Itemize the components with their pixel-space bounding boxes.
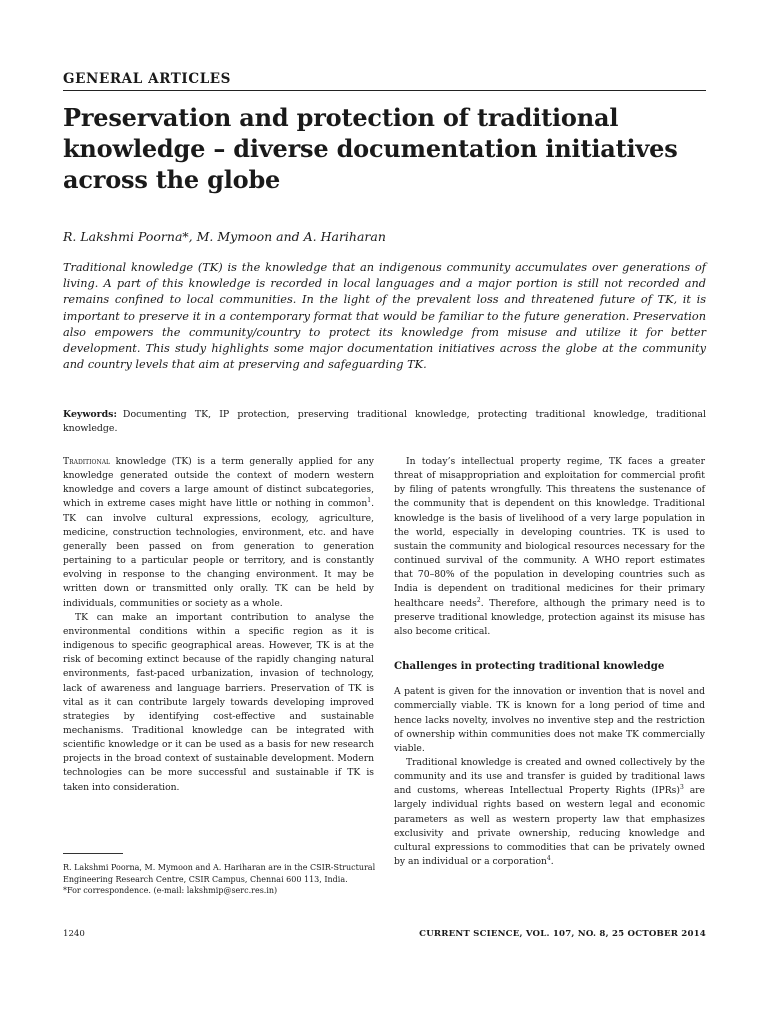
citation-1[interactable]: 1 — [367, 497, 372, 505]
article-title: Preservation and protection of traditional knowledge – diverse documentation initiatives across the globe — [63, 103, 678, 194]
paragraph-text: . TK can involve cultural expressions, ecology, agriculture, medicine, construction technologies, environment, etc. and have generally been passed on from generation to generation pertaining to a particular people or territory, and is constantly evolving in response to the changing environment. It may be written down or transmitted only orally. TK can be held by individuals, communities or society as a whole. — [63, 498, 374, 609]
abstract: Traditional knowledge (TK) is the knowledge that an indigenous community accumulates over generations of living. A part of this knowledge is recorded in local languages and a major portion is still not recorded and remains confined to local communities. In the light of the prevalent loss and threatened future of TK, it is important to preserve it in a contemporary format that would be familiar to the future generation. Preservation also empowers the community/country to protect its knowledge from misuse and utilize it for better development. This study highlights some major documentation initiatives across the globe at the community and country levels that aim at preserving and safeguarding TK. — [63, 261, 706, 372]
citation-2[interactable]: 2 — [476, 596, 481, 604]
left-column — [63, 455, 374, 795]
paragraph — [394, 455, 705, 639]
paragraph-text: Traditional knowledge is created and owned collectively by the community and its use and transfer is guided by traditional laws and customs, whereas Intellectual Property Rights (IPRs) — [394, 756, 705, 797]
page-number: 1240 — [63, 929, 85, 939]
lead-word: Traditional — [63, 456, 111, 467]
keywords-label: Keywords: — [63, 409, 117, 420]
paragraph: TK can make an important contribution to analyse the environmental conditions within a specific region as it is indigenous to specific geographical areas. However, TK is at the risk of becoming extinct because of the rapidly changing natural environments, fast-paced urbanization, invasion of technology, lack of awareness and language barriers. Preservation of TK is vital as it can contribute largely towards developing improved strategies by identifying cost-effective and sustainable mechanisms. Traditional knowledge can be integrated with scientific knowledge or it can be used as a basis for new research projects in the broad context of sustainable development. Modern technologies can be more successful and sustainable if TK is taken into consideration. — [63, 611, 374, 793]
keywords — [63, 408, 706, 436]
paragraph-text: are largely individual rights based on western legal and economic parameters as well as western property law that emphasizes exclusivity and private ownership, reducing knowledge and cultural expressions to commodities that can be privately owned by an individual or a corporation — [394, 785, 705, 868]
footnotes — [63, 862, 378, 897]
paragraph-text: . — [550, 856, 554, 868]
paragraph-text: . Therefore, although the primary need is to preserve traditional knowledge, protection against its misuse has also become critical. — [394, 597, 705, 637]
paragraph-text: In today’s intellectual property regime, TK faces a greater threat of misappropriation and exploitation for commercial profit by filing of patents wrongfully. This threatens the sustenance of the community that is dependent on this knowledge. Traditional knowledge is the basis of livelihood of a very large population in the world, especially in developing countries. TK is used to sustain the community and biological resources necessary for the continued survival of the community. A WHO report estimates that 70–80% of the population in developing countries such as India is dependent on traditional medicines for their primary healthcare needs — [394, 456, 705, 609]
citation-4[interactable]: 4 — [546, 855, 551, 862]
citation-3[interactable]: 3 — [679, 784, 684, 792]
affiliation-note: R. Lakshmi Poorna, M. Mymoon and A. Hariharan are in the CSIR-Structural Engineering Research Centre, CSIR Campus, Chennai 600 113, India. — [63, 863, 376, 884]
journal-citation: CURRENT SCIENCE, VOL. 107, NO. 8, 25 OCTOBER 2014 — [419, 929, 706, 939]
correspondence-note[interactable]: *For correspondence. (e-mail: lakshmip@serc.res.in) — [63, 886, 278, 896]
header-rule — [63, 90, 706, 91]
paragraph-text: knowledge (TK) is a term generally applied for any knowledge generated outside the context of modern western knowledge and covers a large amount of distinct subcategories, which in extreme cases might have little or nothing in common — [63, 456, 374, 510]
section-heading: Challenges in protecting traditional knowledge — [394, 660, 665, 673]
right-column — [394, 455, 705, 869]
authors: R. Lakshmi Poorna*, M. Mymoon and A. Hariharan — [63, 229, 386, 244]
paragraph — [394, 756, 705, 869]
paragraph: A patent is given for the innovation or invention that is novel and commercially viable. TK is known for a long period of time and hence lacks novelty, involves no inventive step and the restriction of ownership within communities does not make TK commercially viable. — [394, 686, 705, 754]
section-label: GENERAL ARTICLES — [63, 71, 232, 87]
footnote-rule — [63, 853, 123, 854]
keywords-text: Documenting TK, IP protection, preserving traditional knowledge, protecting traditional knowledge, traditional knowledge. — [63, 409, 706, 434]
paragraph — [63, 455, 374, 611]
